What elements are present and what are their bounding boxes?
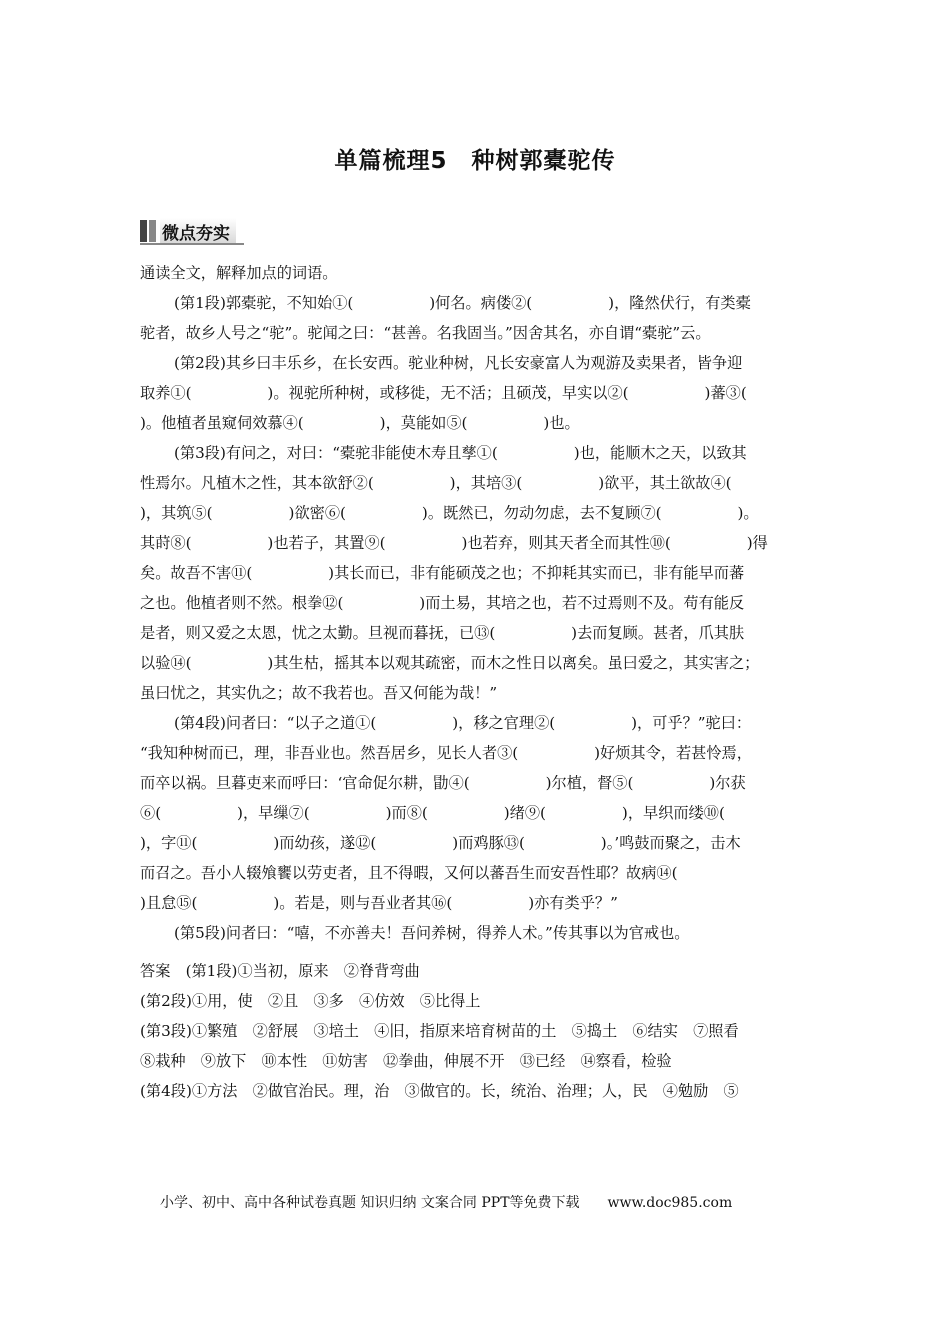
- answer-line: (第2段)①用，使 ②且 ③多 ④仿效 ⑤比得上: [140, 992, 481, 1010]
- passage-line: (第5段)问者曰：“嘻，不亦善夫！吾问养树，得养人术。”传其事以为官戒也。: [174, 924, 690, 942]
- passage-line: )，其筑⑤( )欲密⑥( )。既然已，勿动勿虑，去不复顾⑦( )。: [140, 504, 759, 522]
- passage-line: 而卒以祸。旦暮吏来而呼曰：‘官命促尔耕，勖④( )尔植，督⑤( )尔获: [140, 774, 746, 792]
- answer-line: 答案 (第1段)①当初，原来 ②脊背弯曲: [140, 962, 420, 980]
- passage-line: 是者，则又爱之太恩，忧之太勤。旦视而暮抚，已⑬( )去而复顾。甚者，爪其肤: [140, 624, 745, 642]
- passage-line: 之也。他植者则不然。根拳⑫( )而土易，其培之也，若不过焉则不及。苟有能反: [140, 594, 745, 612]
- passage-line: 驼者，故乡人号之“驼”。驼闻之曰：“甚善。名我固当。”因舍其名，亦自谓“橐驼”云。: [140, 324, 711, 342]
- passage-line: )。他植者虽窥伺效慕④( )，莫能如⑤( )也。: [140, 414, 580, 432]
- passage-line: 取养①( )。视驼所种树，或移徙，无不活；且硕茂，早实以②( )蕃③(: [140, 384, 747, 402]
- answer-line: (第4段)①方法 ②做官治民。理，治 ③做官的。长，统治、治理；人，民 ④勉励 ⑤: [140, 1082, 739, 1100]
- section-label: 微点夯实: [160, 218, 236, 245]
- section-marker-icon: [140, 220, 156, 242]
- passage-line: (第4段)问者曰：“以子之道①( )，移之官理②( )，可乎？”驼曰：: [174, 714, 752, 732]
- answer-line: ⑧栽种 ⑨放下 ⑩本性 ⑪妨害 ⑫拳曲，伸展不开 ⑬已经 ⑭察看，检验: [140, 1052, 672, 1070]
- passage-line: 而召之。吾小人辍飧饔以劳吏者，且不得暇，又何以蕃吾生而安吾性耶？故病⑭(: [140, 864, 678, 882]
- section-underline: [140, 243, 244, 245]
- passage-line: 以验⑭( )其生枯，摇其本以观其疏密，而木之性日以离矣。虽曰爱之，其实害之；: [140, 654, 760, 672]
- passage-line: 矣。故吾不害⑪( )其长而已，非有能硕茂之也；不抑耗其实而已，非有能早而蕃: [140, 564, 745, 582]
- passage-line: (第3段)有问之，对曰：“橐驼非能使木寿且孳①( )也，能顺木之天，以致其: [174, 444, 747, 462]
- main-content: [140, 258, 812, 1106]
- passage-line: )，字⑪( )而幼孩，遂⑫( )而鸡豚⑬( )。’鸣鼓而聚之，击木: [140, 834, 741, 852]
- instruction: 通读全文，解释加点的词语。: [140, 264, 338, 282]
- section-header: [140, 218, 236, 244]
- passage-line: “我知种树而已，理，非吾业也。然吾居乡，见长人者③( )好烦其令，若甚怜焉，: [140, 744, 752, 762]
- page-title: 单篇梳理5 种树郭橐驼传: [334, 148, 616, 174]
- passage-line: 其莳⑧( )也若子，其置⑨( )也若弃，则其天者全而其性⑩( )得: [140, 534, 768, 552]
- answer-block: [140, 956, 812, 1106]
- passage-text: [140, 288, 812, 948]
- passage-line: (第2段)其乡曰丰乐乡，在长安西。驼业种树，凡长安豪富人为观游及卖果者，皆争迎: [174, 354, 743, 372]
- footer-text: 小学、初中、高中各种试卷真题 知识归纳 文案合同 PPT等免费下载 www.doc985.com: [160, 1195, 733, 1211]
- passage-line: 性焉尔。凡植木之性，其本欲舒②( )，其培③( )欲平，其土欲故④(: [140, 474, 732, 492]
- passage-line: (第1段)郭橐驼，不知始①( )何名。病偻②( )，隆然伏行，有类橐: [174, 294, 751, 312]
- passage-line: )且怠⑮( )。若是，则与吾业者其⑯( )亦有类乎？”: [140, 894, 618, 912]
- answer-line: (第3段)①繁殖 ②舒展 ③培土 ④旧，指原来培育树苗的土 ⑤捣土 ⑥结实 ⑦照看: [140, 1022, 739, 1040]
- passage-line: ⑥( )，早缫⑦( )而⑧( )绪⑨( )，早织而缕⑩(: [140, 804, 725, 822]
- passage-line: 虽曰忧之，其实仇之；故不我若也。吾又何能为哉！”: [140, 684, 498, 702]
